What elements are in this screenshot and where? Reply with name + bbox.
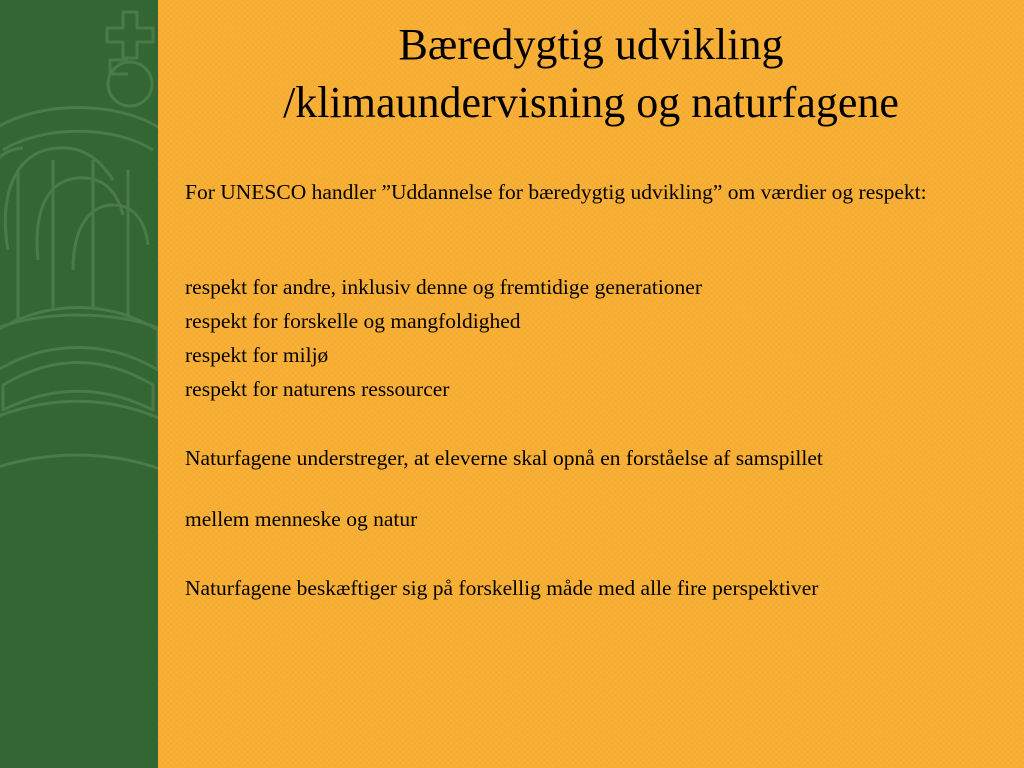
- respect-item-4: respekt for naturens ressourcer: [185, 377, 450, 401]
- paragraph-2-line-2: mellem menneske og natur: [185, 507, 418, 531]
- title-line-1: Bæredygtig udvikling: [398, 20, 784, 69]
- slide-title: [158, 16, 1024, 132]
- paragraph-2-line-1: Naturfagene understreger, at eleverne skal opnå en forståelse af samspillet: [185, 446, 823, 470]
- green-sidebar: [0, 0, 158, 768]
- crown-crest-icon: [0, 0, 158, 500]
- paragraph-3: Naturfagene beskæftiger sig på forskellig måde med alle fire perspektiver: [185, 576, 819, 600]
- title-line-2: /klimaundervisning og naturfagene: [283, 78, 899, 127]
- respect-item-2: respekt for forskelle og mangfoldighed: [185, 309, 521, 333]
- respect-item-3: respekt for miljø: [185, 343, 329, 367]
- respect-item-1: respekt for andre, inklusiv denne og fremtidige generationer: [185, 275, 703, 299]
- intro-text: For UNESCO handler ”Uddannelse for bæredygtig udvikling” om værdier og respekt:: [185, 180, 927, 204]
